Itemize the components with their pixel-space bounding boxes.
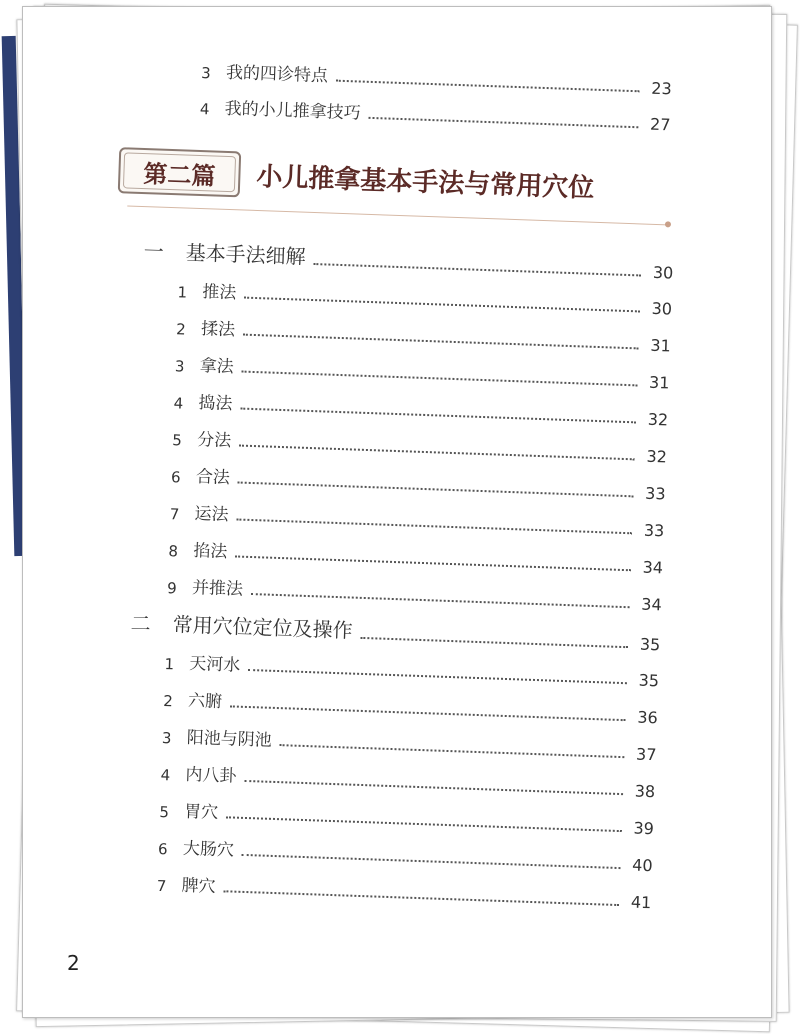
dot-leader	[223, 889, 619, 906]
dot-leader	[235, 554, 631, 571]
entry-label: 六腑	[187, 690, 223, 713]
entry-number: 6	[157, 839, 168, 859]
chapter-title: 小儿推拿基本手法与常用穴位	[255, 161, 595, 204]
entry-label: 胃穴	[183, 801, 219, 824]
toc-entry	[156, 721, 657, 764]
entry-number: 3	[161, 729, 172, 748]
toc-page	[22, 6, 772, 1018]
dot-leader	[243, 333, 639, 350]
entry-page: 34	[642, 557, 664, 578]
dot-leader	[280, 743, 625, 758]
section-label: 常用穴位定位及操作	[172, 612, 354, 643]
entry-label: 运法	[194, 504, 229, 526]
toc-entry	[164, 497, 665, 540]
entry-page: 36	[637, 707, 659, 728]
dot-leader	[244, 779, 623, 795]
toc-entry	[159, 647, 660, 690]
entry-page: 33	[644, 483, 666, 504]
entry-number: 5	[172, 431, 183, 450]
entry-number: 3	[200, 63, 212, 83]
entry-label: 大肠穴	[182, 838, 235, 861]
entry-page: 31	[650, 335, 672, 356]
entry-number: 9	[166, 579, 178, 598]
entry-label: 分法	[196, 430, 232, 452]
toc-entry	[169, 349, 670, 392]
entry-number: 4	[199, 99, 210, 119]
dot-leader	[239, 444, 635, 461]
entry-page: 31	[648, 372, 670, 393]
entry-page: 39	[633, 818, 655, 839]
entry-label: 我的四诊特点	[225, 62, 329, 87]
dot-leader	[238, 480, 634, 497]
entry-number: 8	[168, 542, 179, 561]
dot-leader	[226, 815, 622, 832]
dot-leader	[236, 517, 632, 534]
toc-entry	[151, 869, 652, 912]
section-page: 35	[639, 634, 661, 655]
entry-number: 6	[170, 468, 181, 487]
entry-page: 41	[630, 892, 652, 913]
page-number: 2	[67, 951, 80, 975]
dot-leader	[248, 668, 627, 684]
entry-number: 1	[177, 283, 188, 302]
toc-entry	[172, 275, 673, 318]
entry-page: 30	[651, 298, 673, 319]
toc-entry	[167, 423, 668, 466]
dot-leader	[313, 262, 641, 276]
section-number: 二	[130, 610, 152, 636]
toc-content	[22, 6, 772, 1018]
entry-number: 4	[173, 394, 184, 413]
entry-number: 5	[159, 802, 170, 822]
chapter-heading	[117, 147, 679, 227]
entry-number: 7	[169, 505, 180, 524]
entry-page: 23	[651, 78, 673, 99]
dot-leader	[368, 116, 638, 128]
toc-entry	[163, 534, 664, 577]
entry-number: 2	[162, 692, 174, 711]
entry-label: 阳池与阴池	[186, 727, 273, 751]
toc-entry	[166, 460, 667, 503]
toc-entry	[155, 758, 656, 801]
dot-leader	[240, 407, 636, 424]
section-label: 基本手法细解	[185, 240, 307, 269]
toc-entry	[158, 684, 659, 727]
section-page: 30	[652, 262, 674, 283]
entry-page: 35	[638, 670, 660, 691]
dot-leader	[336, 79, 640, 93]
entry-page: 33	[643, 520, 665, 541]
chapter-badge	[118, 147, 242, 197]
chapter-rule	[127, 205, 667, 225]
entry-number: 1	[164, 655, 175, 674]
toc-entry	[171, 312, 672, 355]
entry-page: 40	[631, 855, 653, 876]
entry-label: 天河水	[188, 653, 241, 676]
toc-entry	[153, 832, 654, 875]
toc-entry	[162, 571, 663, 614]
entry-number: 7	[156, 876, 167, 896]
entry-label: 合法	[195, 467, 231, 489]
entry-label: 捣法	[198, 393, 233, 415]
entry-number: 4	[160, 765, 171, 785]
entry-label: 掐法	[192, 540, 228, 563]
entry-label: 并推法	[191, 577, 244, 600]
toc-entry	[196, 56, 673, 99]
dot-leader	[242, 853, 621, 869]
dot-leader	[360, 636, 628, 648]
dot-leader	[244, 296, 640, 313]
entry-label: 内八卦	[185, 764, 237, 787]
entry-number: 3	[174, 357, 185, 376]
entry-page: 32	[647, 409, 669, 430]
entry-label: 我的小儿推拿技巧	[224, 98, 362, 124]
entry-page: 38	[634, 781, 656, 802]
dot-leader	[242, 370, 638, 387]
dot-leader	[230, 704, 626, 721]
entry-label: 揉法	[200, 319, 236, 341]
entry-number: 2	[175, 320, 187, 339]
toc-entry	[194, 92, 671, 135]
dot-leader	[251, 592, 630, 608]
entry-page: 37	[635, 744, 657, 765]
entry-label: 脾穴	[181, 875, 216, 897]
chapter-rule-dot	[665, 221, 671, 227]
toc-entry	[154, 795, 655, 838]
entry-page: 32	[646, 446, 668, 467]
chapter-badge-text: 第二篇	[142, 159, 216, 191]
entry-page: 34	[641, 594, 663, 615]
entry-label: 推法	[201, 282, 237, 304]
section-number: 一	[143, 239, 165, 264]
toc-entry	[168, 386, 669, 429]
entry-page: 27	[649, 114, 671, 135]
entry-label: 拿法	[199, 356, 235, 378]
